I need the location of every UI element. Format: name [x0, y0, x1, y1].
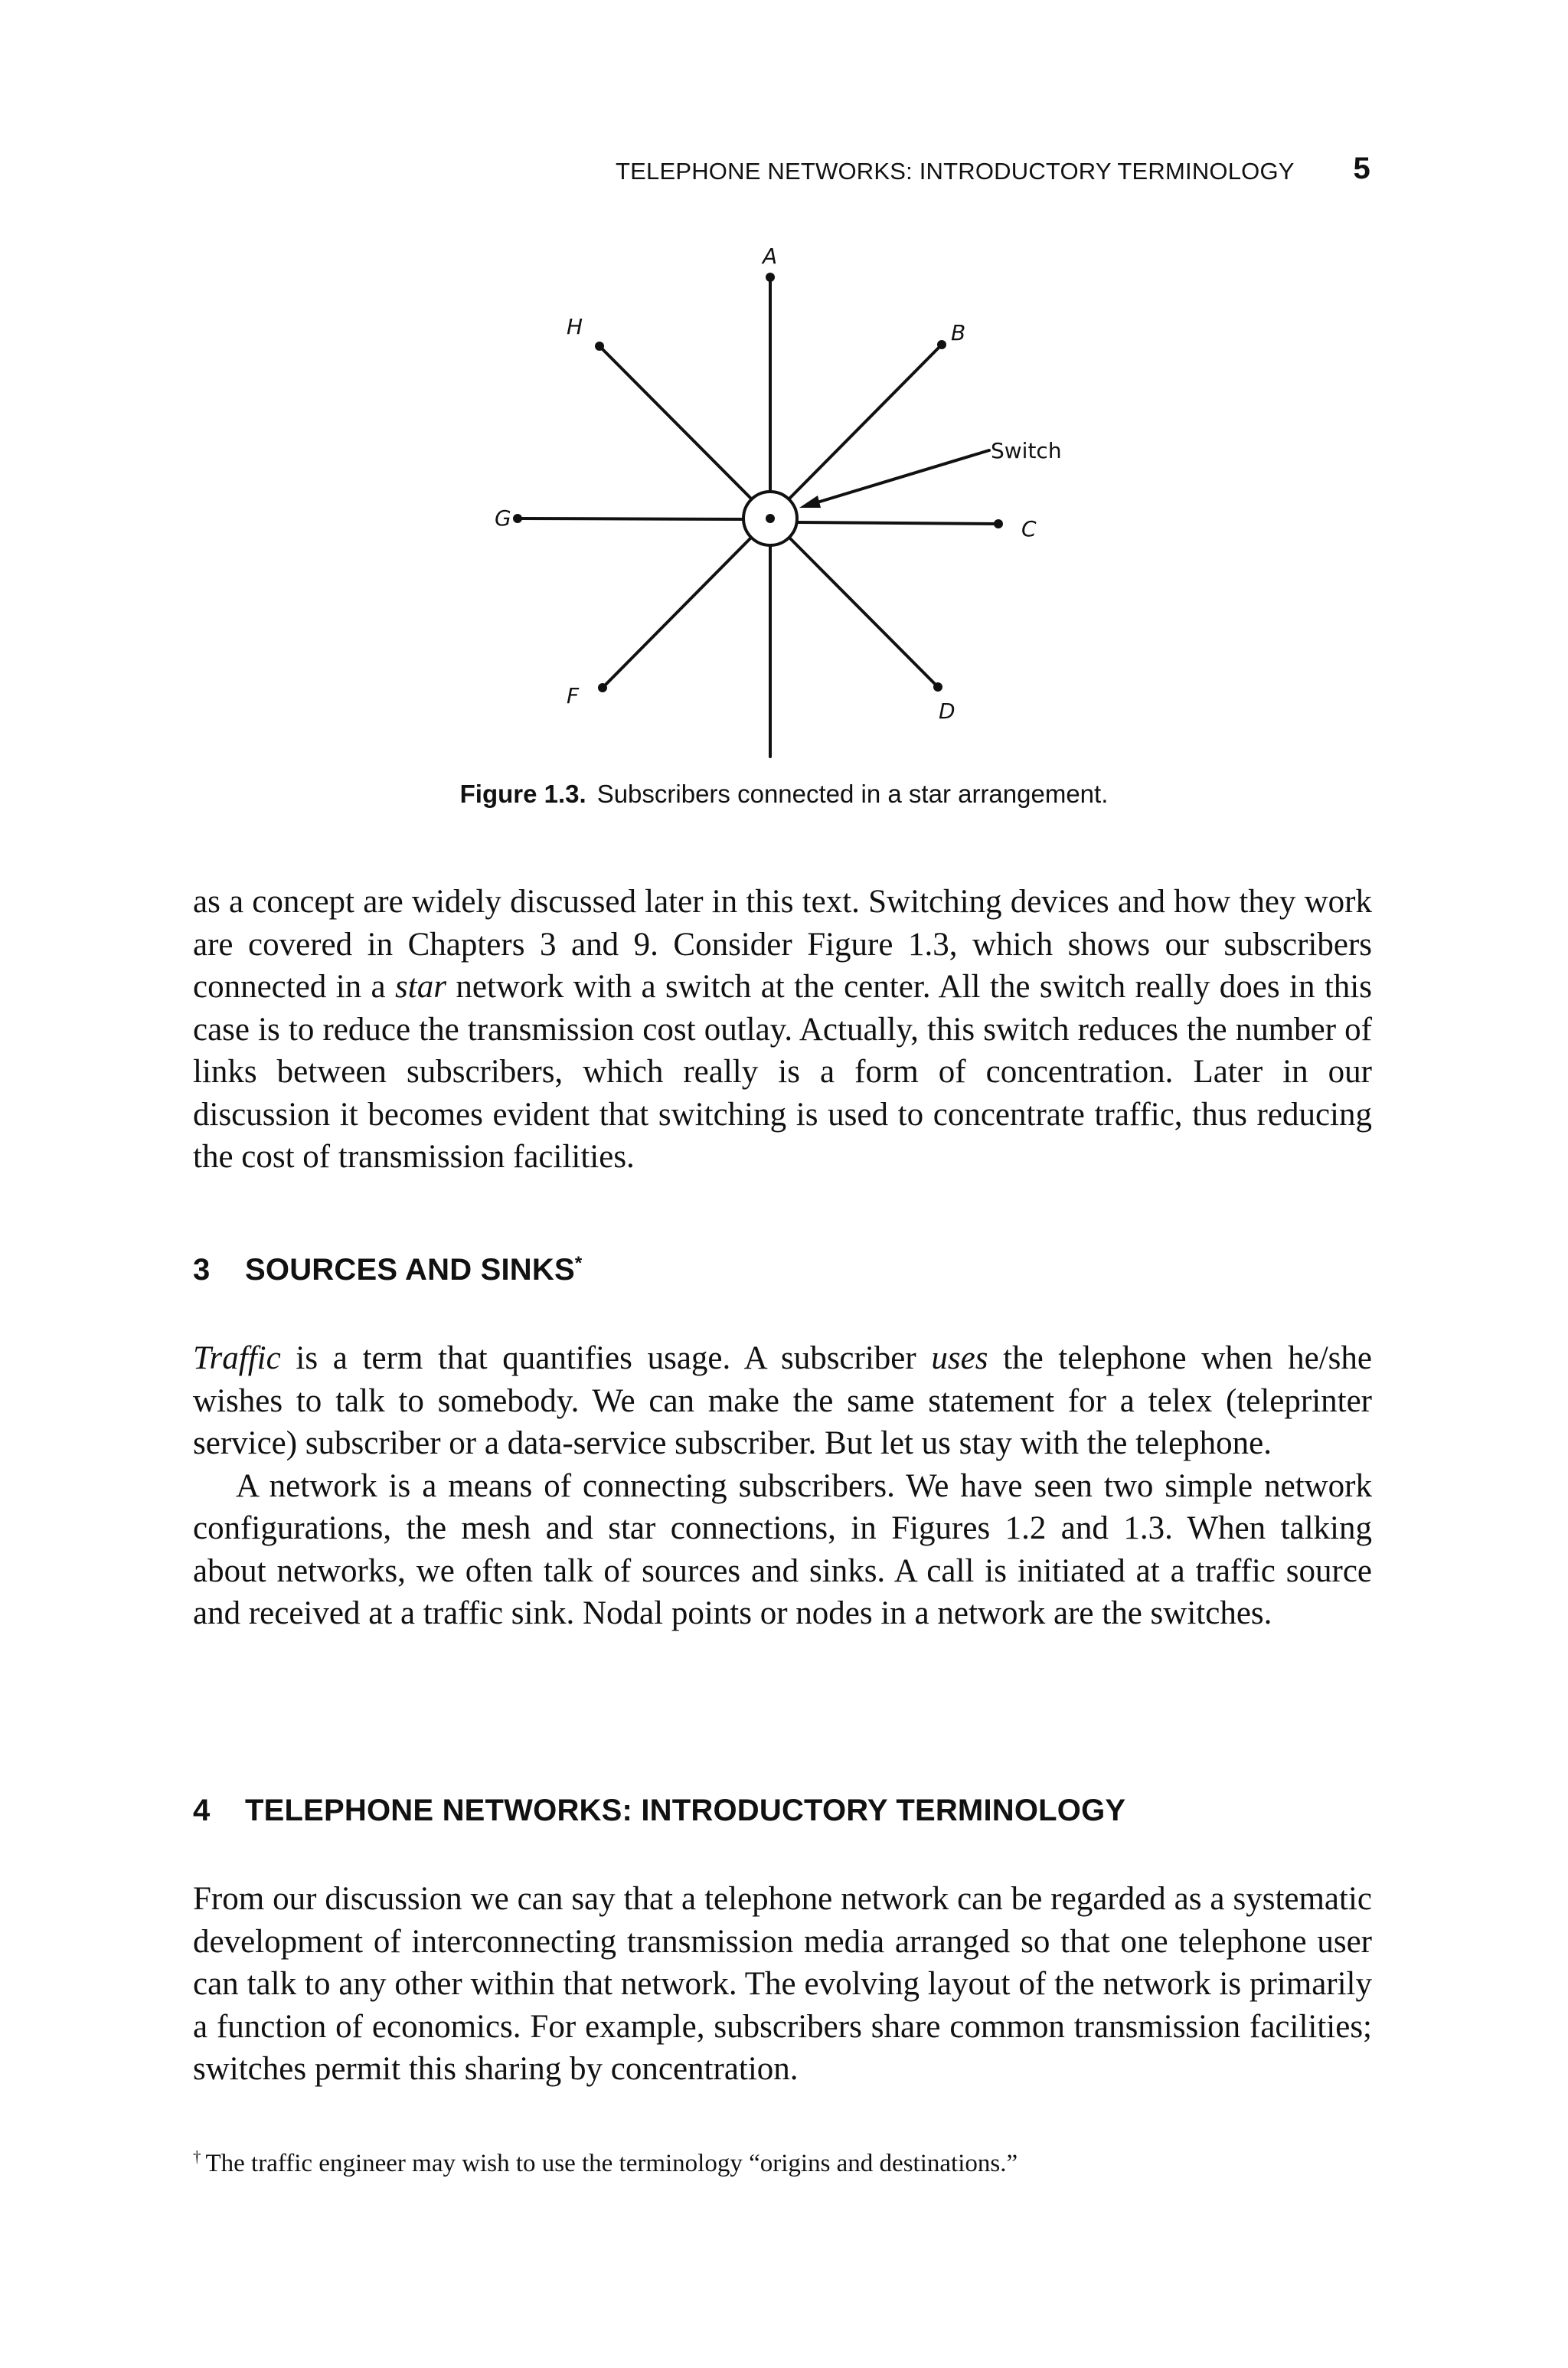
- subscriber-h-dot: [595, 342, 604, 351]
- paragraph-network: A network is a means of connecting subscribers. We have seen two simple network configurations, the mesh and star connections, in Figures 1.2 and 1.3. When talking about networks, we often talk of sources and sinks. A call is initiated at a traffic source and received at a traffic sink. Nodal points or nodes in a network are the switches.: [193, 1467, 1372, 1631]
- figure-caption-text: Subscribers connected in a star arrangement.: [596, 780, 1109, 808]
- paragraph-text: the telephone when he/she wishes to talk to somebody. We can make the same statement for a telex (teleprinter service) subscriber or a data-service subscriber. But let us stay with the telephone.: [193, 1340, 1372, 1461]
- paragraph-telephone-network: From our discussion we can say that a telephone network can be regarded as a systematic development of interconnecting transmission media arranged so that one telephone user can talk to any other within that network. The evolving layout of the network is primarily a function of economics. For example, subscribers share common transmission facilities; switches permit this sharing by concentration.: [193, 1881, 1372, 2087]
- label-c: C: [1021, 516, 1037, 541]
- section-title: TELEPHONE NETWORKS: INTRODUCTORY TERMINOLOGY: [245, 1794, 1126, 1827]
- page-number: 5: [1353, 152, 1370, 185]
- subscriber-a-dot: [766, 273, 775, 282]
- section-heading-sources-and-sinks: [193, 1253, 1372, 1287]
- switch-center-dot: [766, 514, 775, 523]
- running-head: [597, 153, 1370, 191]
- paragraph-star-network: [193, 881, 1372, 1179]
- figure-star-network: [413, 230, 1164, 781]
- paragraph-text: network with a switch at the center. All the switch really does in this case is to reduce the transmission cost outlay. Actually, this switch reduces the number of links between subscribers, which really is a form of concentration. Later in our discussion it becomes evident that switching is used to concentrate traffic, thus reducing the cost of transmission facilities.: [193, 969, 1372, 1175]
- link-c: [797, 522, 998, 524]
- link-h: [599, 346, 753, 500]
- subscriber-g-dot: [513, 514, 522, 523]
- emphasis-star: star: [395, 969, 446, 1005]
- figure-caption: [0, 780, 1568, 809]
- link-g: [518, 518, 743, 519]
- label-d: D: [939, 698, 956, 724]
- subscriber-b-dot: [937, 340, 946, 349]
- footnote-marker: †: [193, 2147, 201, 2166]
- section-number: 3: [193, 1253, 211, 1287]
- subscriber-c-dot: [994, 519, 1003, 528]
- paragraph: [193, 881, 1372, 1179]
- link-b: [788, 345, 942, 500]
- footnote-reference-marker: *: [574, 1253, 583, 1274]
- emphasis-traffic: Traffic: [193, 1340, 281, 1376]
- emphasis-uses: uses: [931, 1340, 988, 1376]
- section-3-body: [193, 1337, 1372, 1635]
- switch-label: Switch: [991, 438, 1062, 463]
- section-title: SOURCES AND SINKS: [245, 1253, 575, 1287]
- subscriber-f-dot: [598, 683, 607, 692]
- link-d: [789, 538, 938, 687]
- figure-caption-number: Figure 1.3.: [459, 780, 586, 808]
- switch-pointer-line: [805, 450, 989, 506]
- label-h: H: [567, 314, 583, 339]
- subscriber-d-dot: [933, 682, 942, 692]
- link-f: [603, 538, 751, 688]
- paragraph-text: is a term that quantifies usage. A subscriber: [280, 1340, 932, 1376]
- footnote: [193, 2147, 1372, 2178]
- section-4-body: [193, 1878, 1372, 2091]
- section-heading-telephone-networks: [193, 1794, 1372, 1828]
- paragraph-text: as a concept are widely discussed later in this text. Switching devices and how they work are covered in Chapters 3 and 9. Consider Figure 1.3, which shows our subscribers connected in a: [193, 884, 1372, 1005]
- label-g: G: [495, 505, 511, 531]
- label-f: F: [567, 683, 580, 708]
- paragraph-traffic: [193, 1337, 1372, 1465]
- section-number: 4: [193, 1794, 211, 1827]
- switch-pointer-arrowhead: [799, 496, 821, 508]
- footnote-text: The traffic engineer may wish to use the terminology “origins and destinations.”: [205, 2150, 1018, 2177]
- star-network-diagram: [413, 230, 1164, 781]
- running-head-title: TELEPHONE NETWORKS: INTRODUCTORY TERMINOLOGY: [616, 158, 1295, 185]
- label-a: A: [763, 244, 778, 269]
- label-b: B: [951, 320, 966, 345]
